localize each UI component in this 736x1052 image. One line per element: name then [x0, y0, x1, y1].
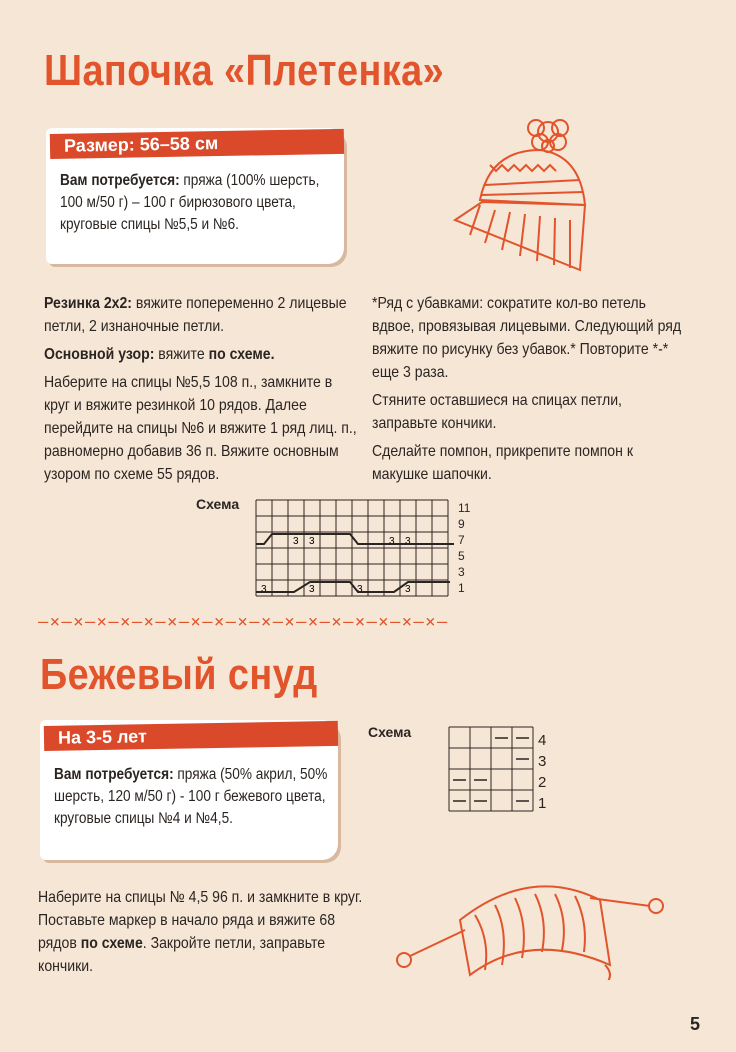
snood-scheme-label: Схема	[368, 724, 412, 740]
hat-needs-label: Вам потребуется:	[60, 172, 180, 189]
hat-row-number: 5	[458, 549, 465, 563]
snood-para-bold: по схеме	[80, 935, 143, 952]
hat-pattern-label: Основной узор:	[44, 346, 155, 363]
hat-para2: *Ряд с убавками: сократите кол-во петель вдвое, провязывая лицевыми. Следующий ряд вяжите по рисунку без убавок.* Повторите *-* еще 3 раза.	[372, 295, 682, 381]
hat-illustration	[440, 110, 600, 280]
snood-needs-label: Вам потребуется:	[54, 766, 174, 783]
snood-para-post: . Закройте петли, заправьте кончики.	[38, 935, 326, 975]
hat-scheme-label: Схема	[196, 496, 240, 512]
hat-pattern-text: вяжите	[154, 346, 209, 363]
scheme-mark: 3	[405, 536, 411, 547]
hat-row-number: 9	[458, 517, 465, 531]
hat-instructions-left	[44, 292, 361, 491]
scheme-mark: 3	[293, 536, 299, 547]
hat-row-numbers	[458, 500, 470, 596]
scheme-mark: 3	[261, 584, 267, 595]
section-divider: –×–×–×–×–×–×–×–×–×–×–×–×–×–×–×–×–×–	[38, 612, 449, 632]
hat-rib-paragraph	[44, 292, 361, 338]
snood-para-pre: Наберите на спицы № 4,5 96 п. и замкните в круг. Поставьте маркер в начало ряда и вяжите 68 рядов	[38, 889, 363, 952]
snood-title: Бежевый снуд	[40, 650, 318, 699]
snood-needs-text: пряжа (50% акрил, 50% шерсть, 120 м/50 г) - 100 г бежевого цвета, круговые спицы №4 и №4,5.	[54, 766, 328, 827]
scheme-mark: 3	[309, 584, 315, 595]
snood-instructions	[38, 886, 369, 983]
hat-para3: Стяните оставшиеся на спицах петли, заправьте кончики.	[372, 392, 622, 432]
scheme-cable-line	[256, 534, 454, 544]
snood-info-card	[40, 720, 338, 860]
scheme-mark: 3	[389, 536, 395, 547]
snood-age-bar: На 3-5 лет	[44, 721, 338, 751]
hat-para4: Сделайте помпон, прикрепите помпон к макушке шапочки.	[372, 443, 633, 483]
hat-scheme-grid	[254, 498, 454, 600]
page-number: 5	[690, 1014, 701, 1034]
hat-pattern-paragraph	[44, 343, 361, 366]
hat-needs-text: пряжа (100% шерсть, 100 м/50 г) – 100 г бирюзового цвета, круговые спицы №5,5 и №6.	[60, 172, 320, 233]
snood-scheme-grid	[448, 726, 536, 812]
snood-paragraph	[38, 886, 369, 978]
hat-rib-text: вяжите попеременно 2 лицевые петли, 2 изнаночные петли.	[44, 295, 347, 335]
hat-para1: Наберите на спицы №5,5 108 п., замкните в круг и вяжите резинкой 10 рядов. Далее перейдите на спицы №6 и вяжите 1 ряд лиц. п., равномерно добавив 36 п. Вяжите основным узором по схеме 55 рядов.	[44, 374, 357, 483]
hat-info-card	[46, 128, 344, 264]
scheme-mark: 3	[405, 584, 411, 595]
hat-pattern-bold: по схеме.	[208, 346, 275, 363]
hat-row-number: 3	[458, 565, 465, 579]
hat-instructions-right	[372, 292, 684, 491]
hat-row-number: 1	[458, 581, 465, 595]
hat-rib-label: Резинка 2х2:	[44, 295, 132, 312]
hat-row-number: 7	[458, 533, 465, 547]
snood-row-numbers	[538, 730, 546, 814]
snood-row-number: 3	[538, 753, 547, 770]
snood-row-number: 1	[538, 795, 547, 812]
hat-size-bar: Размер: 56–58 см	[50, 129, 344, 159]
hat-needs	[60, 170, 342, 236]
snood-needs	[54, 764, 336, 830]
hat-row-number: 11	[458, 501, 471, 515]
snood-row-number: 2	[538, 774, 547, 791]
snood-illustration	[390, 870, 670, 980]
scheme-mark: 3	[357, 584, 363, 595]
snood-row-number: 4	[538, 732, 547, 749]
scheme-cable-line	[256, 582, 450, 592]
hat-title: Шапочка «Плетенка»	[44, 46, 445, 95]
scheme-mark: 3	[309, 536, 315, 547]
